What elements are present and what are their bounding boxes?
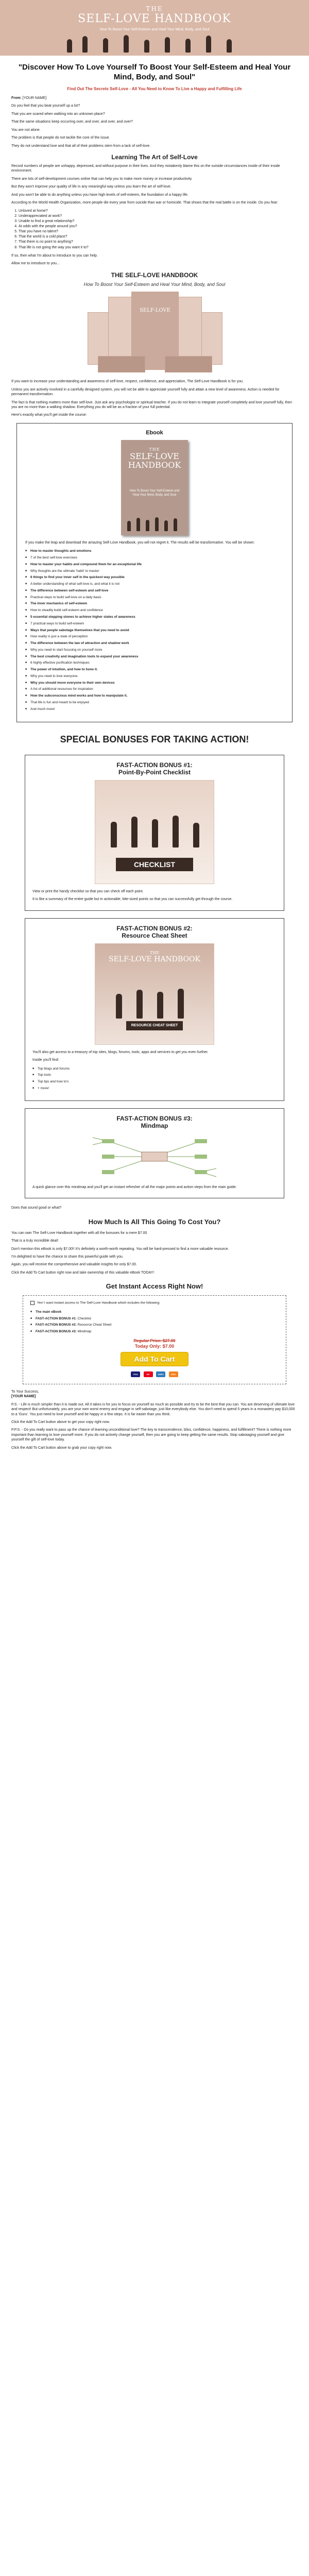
ebook-title: Ebook — [146, 429, 163, 436]
cover-title: SELF-LOVE HANDBOOK — [128, 451, 181, 470]
feature-item: ■ That life is fun and meant to be enjoyed — [25, 700, 284, 706]
list-item: 6. That the world is a cold place? — [19, 234, 298, 240]
bonus-1-name: Point-By-Point Checklist — [118, 768, 191, 776]
access-title: Get Instant Access Right Now! — [106, 1282, 203, 1291]
pricing-paragraph: That is a truly incredible deal! — [11, 1239, 59, 1243]
feature-item: ■ The difference between self-esteem and self-love — [25, 588, 284, 595]
signature — [11, 1389, 298, 1399]
ebook-feature-list — [25, 548, 284, 713]
list-item: ■ Top tips and how to's — [32, 1079, 277, 1086]
intro-paragraph: The problem is that people do not tackle the core of the issue. — [11, 136, 110, 140]
art-paragraph: According to the World Health Organization, more people die every year from suicide than war or homicide. That shows that the real battle is on the inside. Do you fear: — [11, 201, 279, 205]
pricing-paragraph: I'm delighted to have the chance to share this powerful guide with you. — [11, 1255, 124, 1259]
feature-item: ■ 7 of the best self-love exercises — [25, 555, 284, 562]
mindmap-image — [88, 1133, 221, 1180]
bonus-1-box — [25, 755, 284, 911]
product-bundle-image: SELF-LOVE — [88, 292, 221, 373]
feature-item: ■ How to master your habits and compound them for an exceptional life — [25, 562, 284, 568]
art-paragraph: But they won't improve your quality of life in any meaningful way unless you learn the art of self-love. — [11, 185, 171, 189]
logo-title — [0, 12, 309, 25]
feature-item: ■ The best creativity and imagination tools to expand your awareness — [25, 654, 284, 660]
ebook-intro: If you make the leap and download the amazing Self-Love Handbook, you will not regret it. The results will be transformative. You will be shown: — [25, 540, 255, 545]
list-item: ■ + more! — [32, 1086, 277, 1092]
order-checkbox-text: Yes! I want instant access to The Self-Love Handbook which includes the following: — [37, 1301, 160, 1305]
feature-item: ■ How the subconscious mind works and how to manipulate it. — [25, 693, 284, 700]
ebook-cover-image — [121, 440, 188, 535]
resource-label: RESOURCE CHEAT SHEET — [126, 1021, 183, 1030]
art-paragraph: Record numbers of people are unhappy, depressed, and without purpose in their lives. And they mistakenly blame this on the outside circumstances inside of their inside environment. — [11, 164, 280, 173]
bonuses-title: SPECIAL BONUSES FOR TAKING ACTION! — [60, 734, 249, 745]
signature-name: [YOUR NAME] — [11, 1395, 36, 1399]
subheadline: Find Out The Secrets Self-Love - All You Need to Know To Live a Happy and Fulfilling Life — [67, 86, 242, 91]
product-paragraph: The fact is that nothing matters more than self-love. Just ask any psychologist or spiritual teacher. If you do not learn to integrate yourself completely and love yourself fully, then you are no more than a walking shadow. Everything you do will be as a fraction of your full potential. — [11, 400, 292, 410]
art-after: If so, then what I'm about to introduce to you can help. — [11, 253, 98, 258]
feature-item: ■ Why you should move everyone to their own devices — [25, 680, 284, 687]
hero-banner — [0, 0, 309, 56]
feature-item: ■ How to master thoughts and emotions — [25, 548, 284, 555]
pricing-paragraph: Don't mention this eBook is only $7.00!! It's definitely a worth-worth repeating. You will be hard-pressed to find a more valuable resource. — [11, 1247, 229, 1251]
discover-icon: DISC — [169, 1371, 178, 1377]
intro-paragraph: You are not alone. — [11, 128, 41, 132]
list-item: ■ FAST-ACTION BONUS #1: Checklist — [30, 1316, 279, 1323]
cover-subtitle: How To Boost Your Self-Esteem and Heal Your Mind, Body, and Soul — [129, 489, 180, 497]
feature-item: ■ Why thoughts are the ultimate 'habit' to master — [25, 568, 284, 575]
intro-paragraph: That the same situations keep occurring over, and over, and over, and over? — [11, 120, 133, 124]
feature-item: ■ The inner mechanics of self-esteem — [25, 601, 284, 607]
pricing-paragraph: Again, you will receive the comprehensive and valuable insights for only $7.00. — [11, 1263, 137, 1267]
product-paragraph: Unless you are actively involved in a carefully designed system, you will not be able to appreciate yourself fully and attain a new level of awareness. Action is needed for permanent transformation. — [11, 387, 280, 397]
feature-item: ■ 5 essential stepping stones to achieve higher states of awareness — [25, 614, 284, 621]
list-item: 1. Unloved at home? — [19, 209, 298, 214]
from-line — [11, 96, 298, 100]
visa-icon: VISA — [131, 1371, 140, 1377]
headline: "Discover How To Love Yourself To Boost Your Self-Esteem and Heal Your Mind, Body, and Soul" — [18, 63, 291, 81]
list-item: 5. That you have no talent? — [19, 229, 298, 234]
list-item: 2. Underappreciated at work? — [19, 214, 298, 219]
pps-paragraph: P.P.S. - Do you really want to pass up the chance of learning unconditional love? The key to transcendence, bliss, confidence, happiness, and fulfillment? There is nothing more important than learning to love yourself more. If you do not actively change yourself, then you are going to keep getting the same results. Stop sabotaging yourself and give yourself the gift of self-love today. — [11, 1428, 291, 1442]
bonus-3-box — [25, 1108, 284, 1198]
bonus-3-name: Mindmap — [141, 1122, 168, 1129]
list-item: 3. Unable to find a great relationship? — [19, 219, 298, 224]
today-price: Today Only: $7.00 — [134, 1343, 175, 1349]
mastercard-icon: MC — [144, 1371, 153, 1377]
feature-item: ■ Why you need to start focusing on yourself more — [25, 647, 284, 654]
logo-subtitle: How To Boost Your Self-Esteem and Heal Your Mind, Body, and Soul — [99, 28, 210, 31]
resource-logo-the: THE — [149, 950, 160, 955]
bonus-1-text: View or print the handy checklist so that you can check off each point. — [32, 889, 144, 893]
bonus-1-text: It is like a summary of the entire guide but in actionable, bite-sized points so that you can successfully get through the course. — [32, 897, 233, 902]
feature-item: ■ A better understanding of what self-love is, and what it is not — [25, 581, 284, 588]
ps-paragraph: P.S. - Life is much simpler than it is made out. All it takes is for you to focus on yourself as much as possible and try to be the best that you can. You are deserving of ultimate love and respect! But unfortunately, you are your own worst enemy and engage in self-sabotage, just like everybody else. You don't need to spend 5 years in a monastery pay $10,000 to a 'Guru'. You just need to love yourself and be happy in a few steps. It is far easier than you think. — [11, 1402, 295, 1416]
bonus-2-list — [32, 1066, 277, 1092]
feature-item: ■ The power of intuition, and how to hone it. — [25, 667, 284, 673]
feature-item: ■ How to steadily build self-esteem and confidence — [25, 607, 284, 614]
list-item: ■ FAST-ACTION BONUS #2: Resource Cheat Sheet — [30, 1322, 279, 1329]
order-items — [30, 1309, 279, 1335]
checklist-label: CHECKLIST — [116, 858, 193, 871]
from-label: From: — [11, 96, 22, 100]
payment-cards — [30, 1368, 279, 1378]
feature-item: ■ Ways that people sabotage themselves that you need to avoid — [25, 628, 284, 634]
intro-paragraph: They do not understand love and that all of their problems stem from a lack of self-love. — [11, 144, 151, 148]
resource-logo — [95, 951, 214, 963]
feature-item: ■ 6 things to find your inner self in the quickest way possible — [25, 574, 284, 581]
add-to-cart-button[interactable]: Add To Cart — [121, 1352, 188, 1366]
sound-good: Does that sound good or what? — [11, 1206, 62, 1210]
intro-paragraph: That you are scared when walking into an unknown place? — [11, 112, 105, 116]
product-title: THE SELF-LOVE HANDBOOK — [111, 271, 198, 279]
bonus-2-box — [25, 918, 284, 1101]
signature-line: To Your Success, — [11, 1389, 39, 1394]
logo-the: THE — [146, 5, 163, 12]
list-item: ■ Top blogs and forums — [32, 1066, 277, 1073]
pricing-paragraph: Click the Add To Cart button right now and take ownership of this valuable eBook TODAY! — [11, 1270, 154, 1275]
logo-word-text: HANDBOOK — [154, 12, 231, 25]
intro-paragraph: Do you feel that you beat yourself up a lot? — [11, 104, 80, 108]
order-checkbox[interactable] — [30, 1301, 35, 1305]
bonus-2-label: FAST-ACTION BONUS #2: — [116, 924, 193, 932]
list-item: 4. At odds with the people around you? — [19, 224, 298, 229]
bonus-1-label: FAST-ACTION BONUS #1: — [116, 761, 193, 769]
feature-item: ■ 6 highly effective purification techniques — [25, 660, 284, 667]
art-paragraph: And you won't be able to do anything unless you have high levels of self-esteem, the foundation of a happy life. — [11, 193, 188, 197]
resource-logo-title: SELF-LOVE HANDBOOK — [109, 955, 200, 963]
feature-item: ■ A list of additional resources for inspiration — [25, 686, 284, 693]
list-item: 7. That there is no point to anything? — [19, 240, 298, 245]
bonus-3-label: FAST-ACTION BONUS #3: — [116, 1114, 193, 1122]
logo-title-text: SELF-LOVE — [78, 12, 150, 25]
list-item: ■ The main eBook — [30, 1309, 279, 1316]
from-value: [YOUR NAME] — [22, 96, 47, 100]
product-paragraph: Here's exactly what you'll get inside the course: — [11, 413, 87, 417]
order-box — [23, 1295, 286, 1384]
regular-price: Regular Price: $27.00 — [133, 1338, 176, 1343]
feature-item: ■ How reality is just a state of perception — [25, 634, 284, 640]
bonus-3-text: A quick glance over this mindmap and you'll get an instant refresher of all the major points and action steps from the main guide. — [32, 1185, 237, 1189]
mindmap-diagram — [88, 1133, 221, 1180]
amex-icon: AMEX — [156, 1371, 165, 1377]
ebook-box — [16, 423, 293, 723]
pricing-title: How Much Is All This Going To Cost You? — [88, 1217, 221, 1226]
list-item: ■ Top tools — [32, 1072, 277, 1079]
list-item: ■ FAST-ACTION BONUS #3: Mindmap — [30, 1329, 279, 1335]
fears-list — [11, 209, 298, 250]
feature-item: ■ And much more! — [25, 706, 284, 713]
checklist-image — [95, 780, 214, 884]
product-paragraph: If you want to increase your understanding and awareness of self-love, respect, confidence, and appreciation, The Self-Love Handbook is for you. — [11, 380, 244, 384]
section-title-art: Learning The Art of Self-Love — [111, 153, 198, 161]
art-paragraph: There are lots of self-development courses online that can help you to make more money or increase productivity. — [11, 177, 193, 181]
bonus-2-text: Inside you'll find: — [32, 1058, 59, 1062]
pricing-paragraph: You can own The Self-Love Handbook together with all the bonuses for a mere $7.00 — [11, 1231, 147, 1235]
bonus-2-text: You'll also get access to a treasury of top sites, blogs, forums, tools, apps and services to get you even further. — [32, 1050, 209, 1054]
bonus-2-name: Resource Cheat Sheet — [122, 931, 187, 939]
pps-paragraph: Click the Add To Cart button above to grab your copy right now. — [11, 1446, 112, 1450]
ps-paragraph: Click the Add To Cart button above to get your copy right now. — [11, 1420, 110, 1425]
feature-item: ■ 7 practical ways to build self-esteem — [25, 621, 284, 628]
list-item: 8. That life is not going the way you want it to? — [19, 245, 298, 250]
order-checkbox-line — [30, 1301, 279, 1306]
feature-item: ■ The difference between the law of attraction and shadow work — [25, 640, 284, 647]
resource-sheet-image — [95, 943, 214, 1045]
art-after: Allow me to introduce to you... — [11, 262, 60, 266]
cover-the: THE — [149, 447, 160, 452]
silhouettes-illustration — [62, 34, 247, 53]
feature-item: ■ Why you need to love everyone. — [25, 673, 284, 680]
feature-item: ■ Practical steps to build self-love on a daily basis — [25, 595, 284, 601]
product-subtitle: How To Boost Your Self-Esteem and Heal Your Mind, Body, and Soul — [83, 281, 226, 287]
